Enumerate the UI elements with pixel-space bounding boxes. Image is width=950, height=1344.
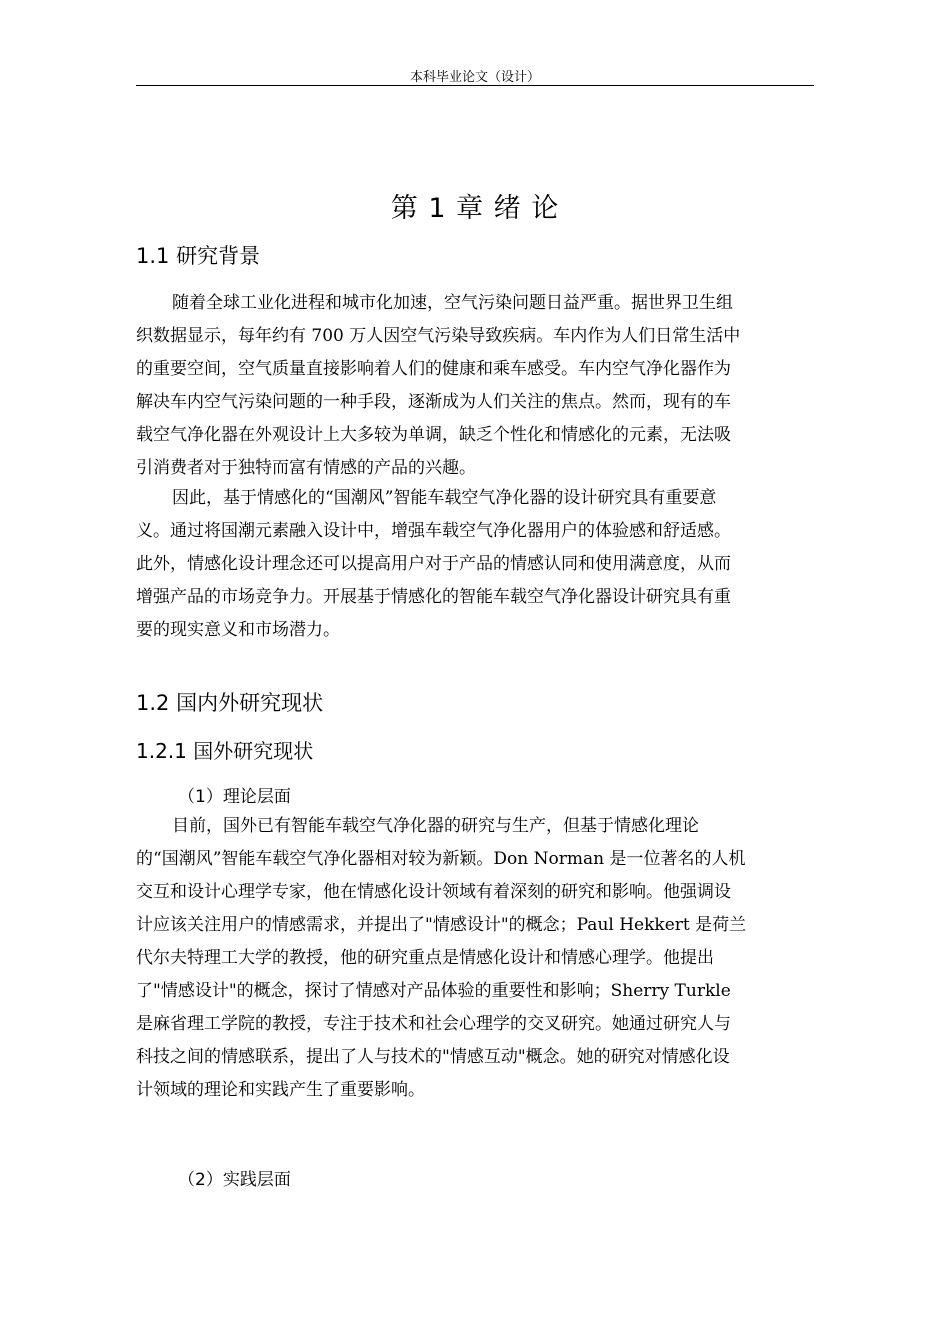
running-header: 本科毕业论文（设计） bbox=[409, 70, 540, 85]
paragraph-background-1 bbox=[136, 287, 814, 485]
paragraph-line: 目前，国外已有智能车载空气净化器的研究与生产，但基于情感化理论 bbox=[172, 816, 699, 836]
paragraph-line: 了"情感设计"的概念，探讨了情感对产品体验的重要性和影响；Sherry Turkle bbox=[136, 981, 731, 1001]
item-heading-theory: （1）理论层面 bbox=[178, 787, 291, 807]
paragraph-line: 此外，情感化设计理念还可以提高用户对于产品的情感认同和使用满意度，从而 bbox=[136, 554, 731, 574]
paragraph-line: 随着全球工业化进程和城市化加速，空气污染问题日益严重。据世界卫生组 bbox=[172, 293, 733, 313]
paragraph-line: 载空气净化器在外观设计上大多较为单调，缺乏个性化和情感化的元素，无法吸 bbox=[136, 425, 731, 445]
paragraph-line: 因此，基于情感化的“国潮风”智能车载空气净化器的设计研究具有重要意 bbox=[172, 488, 717, 508]
paragraph-line: 增强产品的市场竞争力。开展基于情感化的智能车载空气净化器设计研究具有重 bbox=[136, 587, 731, 607]
paragraph-background-2 bbox=[136, 482, 814, 647]
paragraph-line: 计领域的理论和实践产生了重要影响。 bbox=[136, 1080, 425, 1100]
section-heading-1-2: 1.2 国内外研究现状 bbox=[136, 691, 324, 715]
header-rule bbox=[136, 85, 814, 86]
paragraph-theory bbox=[136, 810, 814, 1107]
paragraph-line: 科技之间的情感联系，提出了人与技术的"情感互动"概念。她的研究对情感化设 bbox=[136, 1047, 730, 1067]
paragraph-line: 是麻省理工学院的教授，专注于技术和社会心理学的交叉研究。她通过研究人与 bbox=[136, 1014, 731, 1034]
paragraph-line: 的“国潮风”智能车载空气净化器相对较为新颖。Don Norman 是一位著名的人机 bbox=[136, 849, 746, 869]
paragraph-line: 引消费者对于独特而富有情感的产品的兴趣。 bbox=[136, 458, 476, 478]
item-heading-practice: （2）实践层面 bbox=[178, 1170, 291, 1190]
paragraph-line: 解决车内空气污染问题的一种手段，逐渐成为人们关注的焦点。然而，现有的车 bbox=[136, 392, 731, 412]
subsection-heading-1-2-1: 1.2.1 国外研究现状 bbox=[136, 739, 314, 763]
chapter-title: 第 1 章 绪 论 bbox=[390, 193, 560, 224]
paragraph-line: 交互和设计心理学专家，他在情感化设计领域有着深刻的研究和影响。他强调设 bbox=[136, 882, 731, 902]
paragraph-line: 代尔夫特理工大学的教授，他的研究重点是情感化设计和情感心理学。他提出 bbox=[136, 948, 714, 968]
paragraph-line: 要的现实意义和市场潜力。 bbox=[136, 620, 340, 640]
paragraph-line: 织数据显示，每年约有 700 万人因空气污染导致疾病。车内作为人们日常生活中 bbox=[136, 326, 741, 346]
paragraph-line: 的重要空间，空气质量直接影响着人们的健康和乘车感受。车内空气净化器作为 bbox=[136, 359, 731, 379]
paragraph-line: 义。通过将国潮元素融入设计中，增强车载空气净化器用户的体验感和舒适感。 bbox=[136, 521, 731, 541]
paragraph-line: 计应该关注用户的情感需求，并提出了"情感设计"的概念；Paul Hekkert 是荷兰 bbox=[136, 915, 747, 935]
section-heading-1-1: 1.1 研究背景 bbox=[136, 244, 261, 268]
